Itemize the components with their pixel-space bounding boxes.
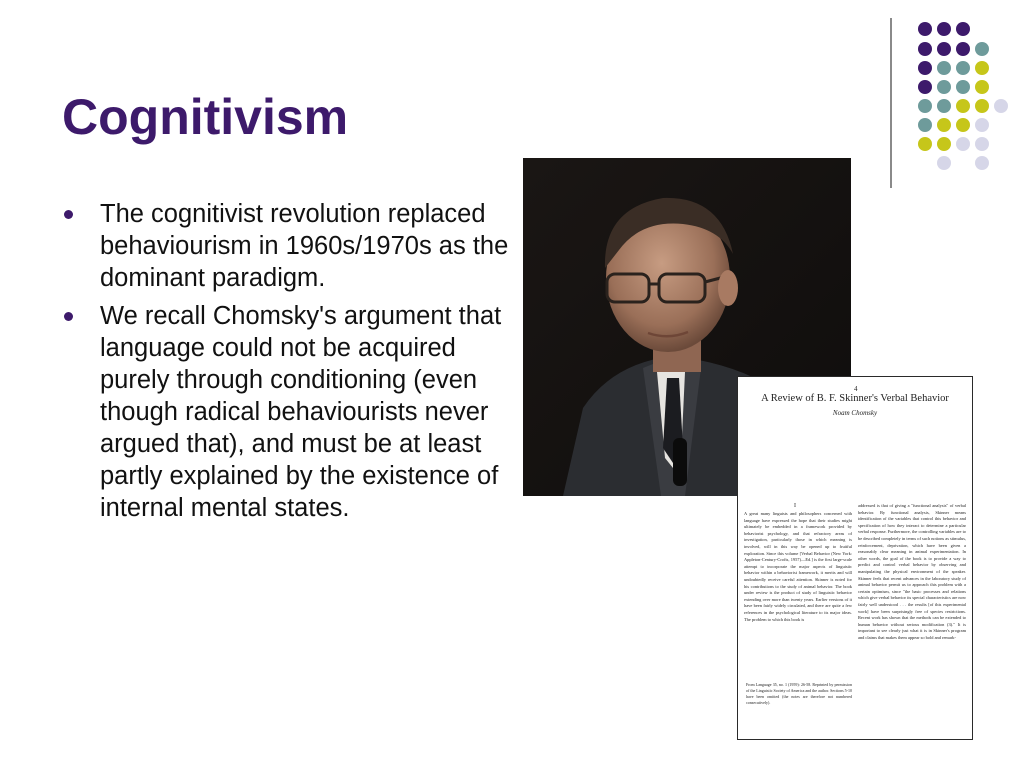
bullet-list <box>62 198 522 530</box>
decorative-dot <box>956 99 970 113</box>
decorative-dot <box>975 99 989 113</box>
decorative-dot <box>918 137 932 151</box>
decorative-dot <box>956 42 970 56</box>
paper-column-right: addressed is that of giving a "functional analysis" of verbal behavior. By functional analysis, Skinner means identification of the variables that control this behavior and specification of how they interact to determine a particular verbal response. Furthermore, the controlling variables are to be described completely in terms of such notions as stimulus, reinforcement, deprivation, which have been given a reasonably clear meaning in animal experimentation. In other words, the goal of the book is to provide a way to predict and control verbal behavior by observing and manipulating the physical environment of the speaker. Skinner feels that recent advances in the laboratory study of animal behavior permit us to approach this problem with a certain optimism, since "the basic processes and relations which give verbal behavior its special characteristics are now fairly well understood . . . the results [of this experimental work] have been surprisingly free of species restrictions. Recent work has shown that the methods can be extended to human behavior without serious modification (3)." It is important to see clearly just what it is in Skinner's program and claims that makes them appear so bold and remark- <box>858 503 966 640</box>
bullet-text: The cognitivist revolution replaced behaviourism in 1960s/1970s as the dominant paradigm. <box>100 200 509 292</box>
decorative-dot <box>956 61 970 75</box>
decorative-dot <box>937 61 951 75</box>
decorative-dot <box>975 42 989 56</box>
paper-column-left: A great many linguists and philosophers concerned with language have expressed the hope that their studies might ultimately be embedded in a framework provided by behaviorist psychology, and that refractory areas of investigation, particularly those in which meaning is involved, will in this way be opened up to fruitful exploration. Since this volume [Verbal Behavior (New York: Appleton-Century-Crofts, 1957)—Ed.] is the first large-scale attempt to incorporate the major aspects of linguistic behavior within a behaviorist framework, it merits and will undoubtedly receive careful attention. Skinner is noted for his contributions to the study of animal behavior. The book under review is the product of study of linguistic behavior extending over more than twenty years. Earlier versions of it have been fairly widely circulated, and there are quite a few references in the psychological literature to its major ideas. The problem to which this book is <box>744 511 852 622</box>
decorative-dot <box>975 118 989 132</box>
decorative-dot <box>918 80 932 94</box>
decorative-dot <box>975 61 989 75</box>
bullet-text: We recall Chomsky's argument that language could not be acquired purely through conditioning (even though radical behaviourists never argued that), and must be at least partly explained by the existence of internal mental states. <box>100 302 502 522</box>
decorative-dot <box>918 22 932 36</box>
paper-section-number: I <box>794 503 796 509</box>
decorative-dot <box>975 156 989 170</box>
decorative-dot <box>918 42 932 56</box>
bullet-dot-icon <box>64 210 73 219</box>
decorative-dot <box>918 61 932 75</box>
decorative-dot <box>937 99 951 113</box>
decorative-dot <box>956 118 970 132</box>
paper-footnote: From Language 35, no. 1 (1959): 26-58. Reprinted by permission of the Linguistic Society of America and the author. Sections 5-10 have been omitted (the notes are therefore not numbered consecutively). <box>746 682 852 705</box>
decorative-dot <box>956 22 970 36</box>
decorative-dot <box>937 42 951 56</box>
paper-page-number: 4 <box>854 385 858 393</box>
decorative-dot <box>937 137 951 151</box>
decorative-dot <box>937 156 951 170</box>
decorative-dot <box>956 137 970 151</box>
bullet-item <box>62 300 522 524</box>
decorative-dot <box>956 80 970 94</box>
decorative-dot <box>975 137 989 151</box>
bullet-item <box>62 198 522 294</box>
decorative-dot <box>937 80 951 94</box>
paper-title: A Review of B. F. Skinner's Verbal Behavior <box>761 393 949 404</box>
decorative-dot <box>994 99 1008 113</box>
journal-article-image <box>737 376 973 740</box>
decorative-dot <box>975 80 989 94</box>
decorative-dot <box>918 99 932 113</box>
decorative-dot <box>918 118 932 132</box>
decorative-divider <box>890 18 892 188</box>
decorative-dot <box>937 118 951 132</box>
paper-author: Noam Chomsky <box>832 409 878 417</box>
bullet-dot-icon <box>64 312 73 321</box>
slide-title: Cognitivism <box>62 89 349 145</box>
decorative-dot <box>937 22 951 36</box>
